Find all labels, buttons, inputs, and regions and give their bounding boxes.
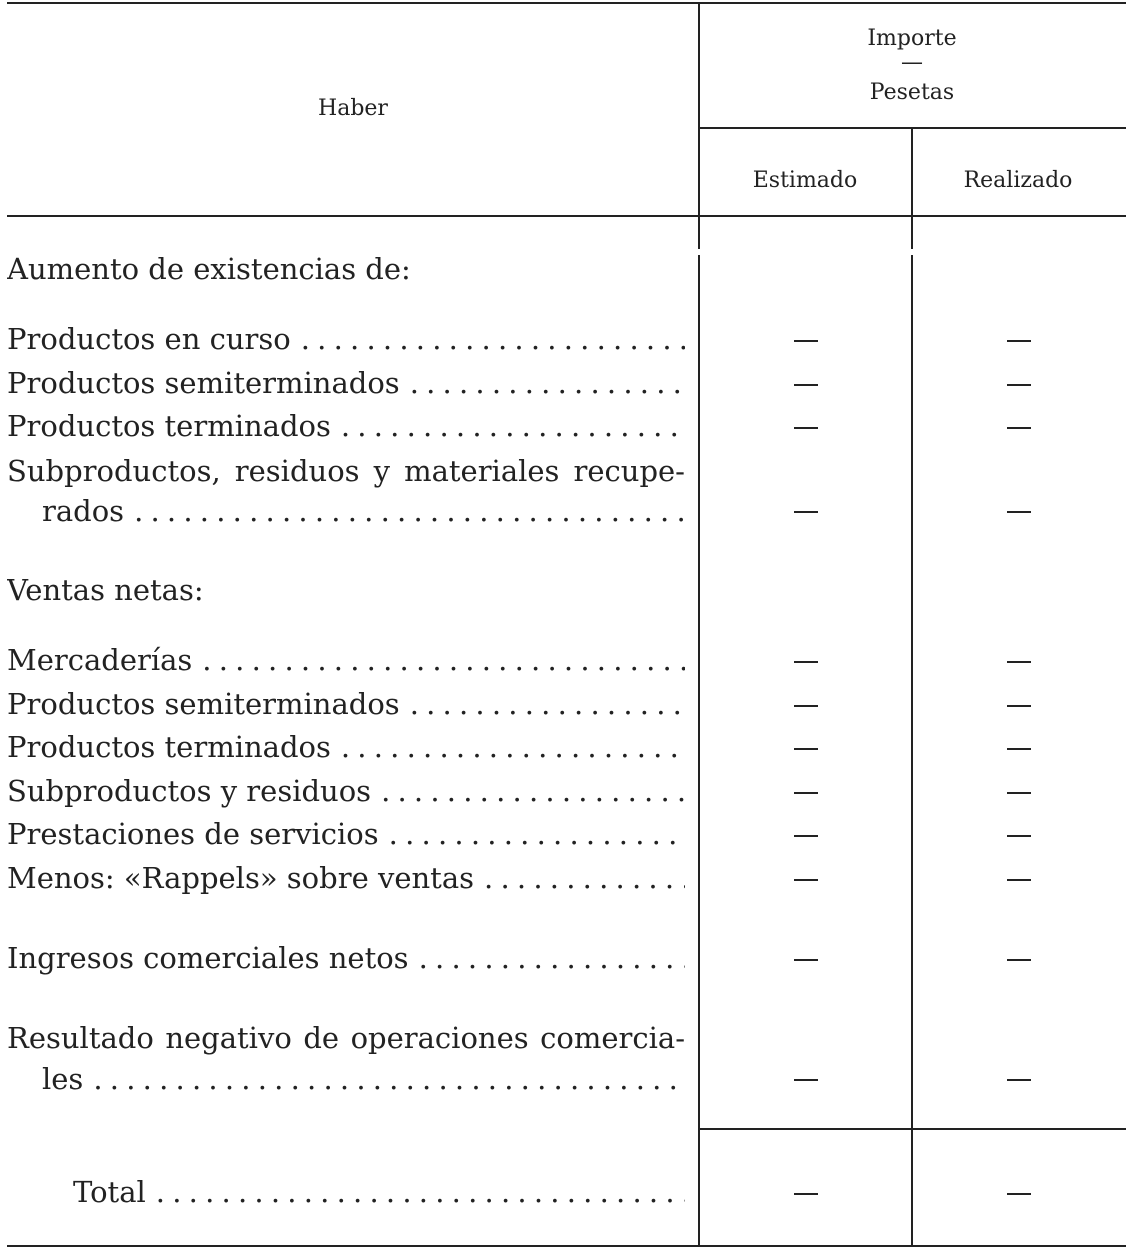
value-estimado [794, 340, 818, 342]
divider-haber-estimado-header [698, 2, 700, 249]
divider-estimado-realizado-body [911, 255, 913, 1247]
section-title-aumento: Aumento de existencias de: [7, 252, 411, 286]
value-realizado [1007, 748, 1031, 750]
row-productos-semiterminados: Productos semiterminados . . . [7, 366, 685, 400]
row-rappels: Menos: «Rappels» sobre ventas . . . [7, 861, 685, 895]
header-haber: Haber [318, 96, 388, 121]
row-total: Total . . . [73, 1175, 685, 1209]
value-realizado [1007, 661, 1031, 663]
row-prestaciones-servicios: Prestaciones de servicios . . . [7, 817, 685, 851]
total-realizado [1007, 1193, 1031, 1195]
row-subproductos-residuos: Subproductos y residuos . . . [7, 774, 685, 808]
divider-estimado-realizado-header [911, 127, 913, 249]
value-estimado [794, 792, 818, 794]
row-resultado-line2: les . . . [42, 1062, 685, 1096]
value-estimado [794, 661, 818, 663]
value-realizado [1007, 511, 1031, 513]
value-estimado [794, 427, 818, 429]
row-productos-terminados: Productos terminados . . . [7, 409, 685, 443]
top-rule [7, 2, 1126, 4]
value-realizado [1007, 835, 1031, 837]
total-estimado [794, 1193, 818, 1195]
row-productos-en-curso: Productos en curso . . . [7, 322, 685, 356]
value-realizado [1007, 879, 1031, 881]
row-productos-terminados: Productos terminados . . . [7, 730, 685, 764]
header-importe: Importe [867, 26, 957, 51]
value-realizado [1007, 705, 1031, 707]
row-mercaderias: Mercaderías . . . [7, 643, 685, 677]
value-estimado [794, 511, 818, 513]
header-estimado: Estimado [752, 168, 858, 193]
value-realizado [1007, 340, 1031, 342]
value-estimado [794, 959, 818, 961]
divider-haber-estimado-body [698, 255, 700, 1247]
header-bottom-rule [7, 215, 1126, 217]
row-productos-semiterminados: Productos semiterminados . . . [7, 687, 685, 721]
row-subproductos-line1: Subproductos, residuos y materiales recupe- [7, 454, 685, 488]
value-estimado [794, 879, 818, 881]
header-realizado: Realizado [963, 168, 1073, 193]
row-resultado-line1: Resultado negativo de operaciones comercia- [7, 1021, 685, 1055]
bottom-rule [7, 1245, 1126, 1247]
header-separator: — [901, 50, 923, 75]
value-realizado [1007, 792, 1031, 794]
section-title-ventas: Ventas netas: [7, 573, 204, 607]
value-estimado [794, 835, 818, 837]
value-realizado [1007, 384, 1031, 386]
value-estimado [794, 1079, 818, 1081]
value-realizado [1007, 1079, 1031, 1081]
value-realizado [1007, 959, 1031, 961]
value-realizado [1007, 427, 1031, 429]
value-estimado [794, 384, 818, 386]
value-estimado [794, 748, 818, 750]
header-pesetas: Pesetas [869, 80, 955, 105]
row-ingresos-comerciales: Ingresos comerciales netos . . . [7, 941, 685, 975]
row-subproductos-line2: rados . . . [42, 494, 685, 528]
value-estimado [794, 705, 818, 707]
